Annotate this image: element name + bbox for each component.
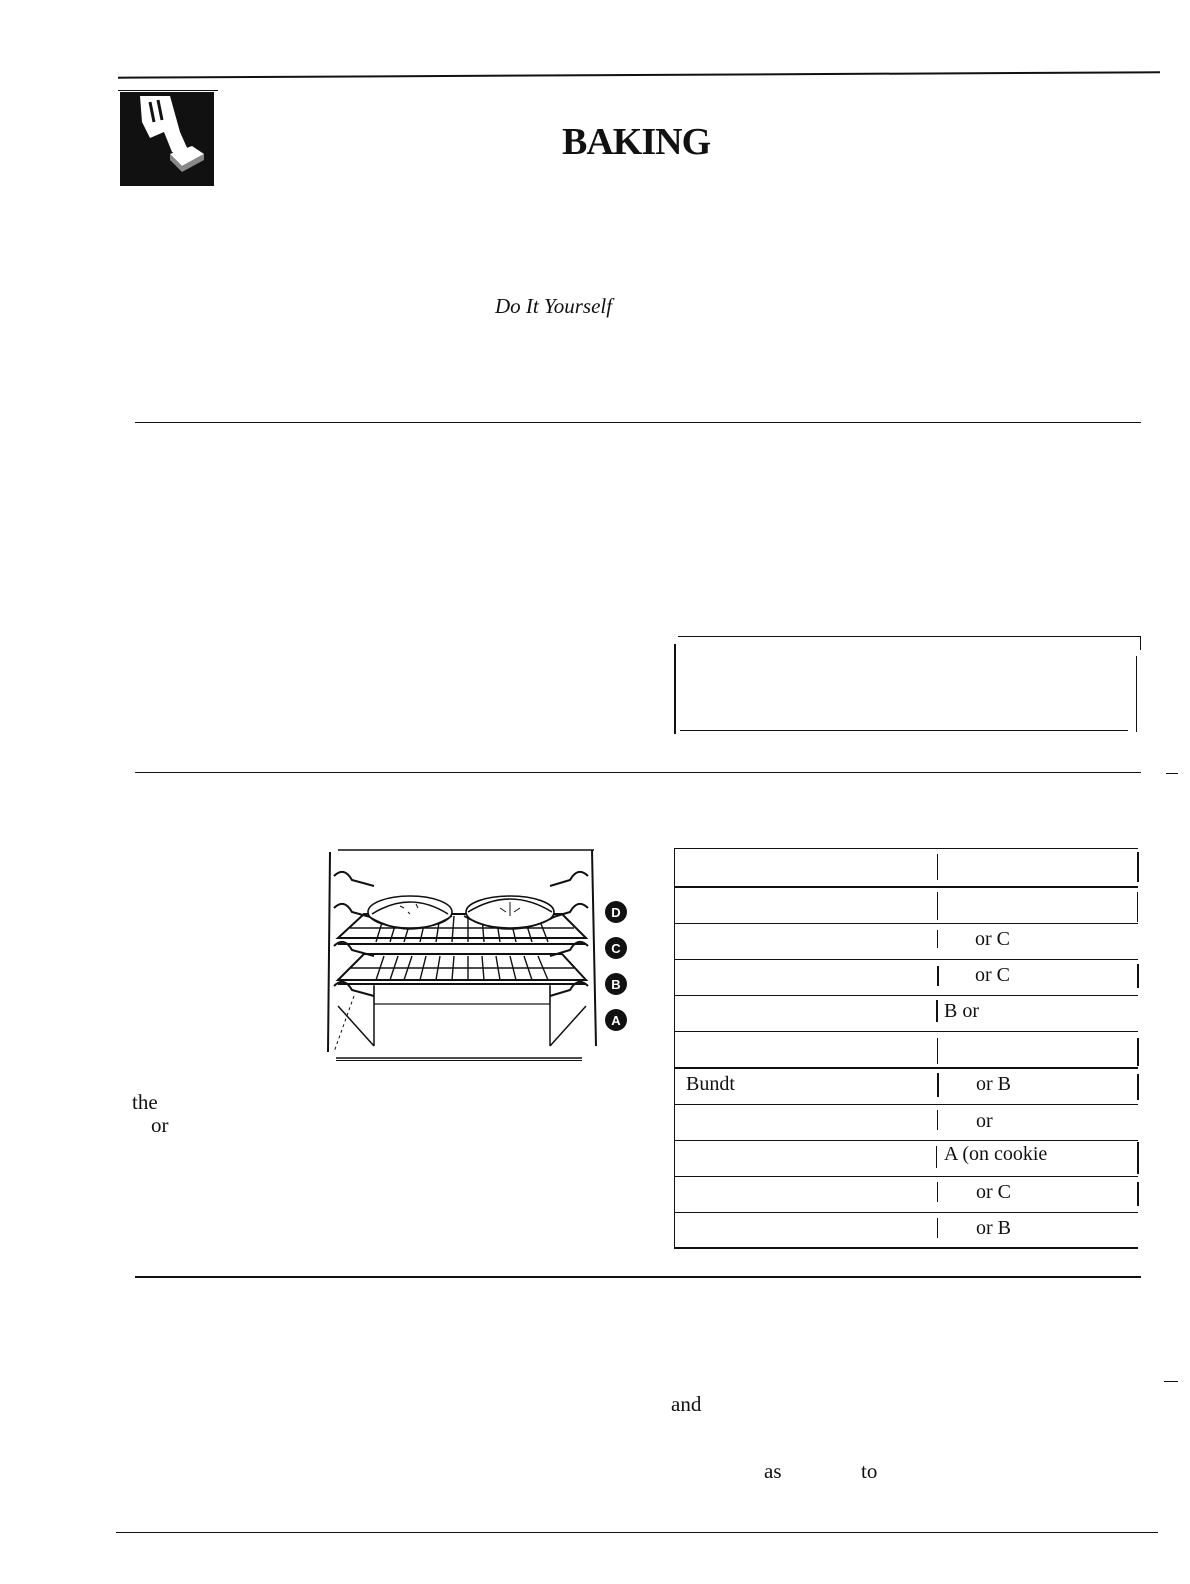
italic-reference: Do It Yourself [495, 294, 613, 318]
table-row-position: or B [976, 1217, 1011, 1239]
table-row-position: or C [975, 964, 1010, 986]
rack-label-a: A [605, 1009, 627, 1031]
edge-mark-2 [1164, 1381, 1178, 1382]
table-row-position: or C [976, 1181, 1011, 1203]
section-divider-2 [135, 772, 1141, 773]
header-rule [118, 90, 218, 91]
text-fragment-the: the [132, 1090, 158, 1114]
table-row-position: B or [944, 1000, 979, 1022]
table-row-food: Bundt [686, 1073, 735, 1095]
section-divider-3 [135, 1276, 1141, 1278]
text-fragment-and: and [671, 1392, 702, 1416]
rack-label-c: C [605, 937, 627, 959]
edge-mark-1 [1166, 773, 1178, 774]
text-fragment-or: or [151, 1113, 169, 1137]
oven-rack-diagram [324, 846, 600, 1062]
diagram-baseline [336, 1060, 582, 1061]
rack-label-d: D [605, 901, 627, 923]
rack-position-table [674, 848, 1142, 1250]
footer-rule [116, 1532, 1158, 1533]
text-fragment-to: to [861, 1459, 878, 1483]
page-title: BAKING [562, 121, 711, 163]
table-row-position: or [976, 1110, 993, 1132]
top-rule [118, 71, 1160, 78]
rack-label-b: B [605, 973, 627, 995]
table-row-position: or B [976, 1073, 1011, 1095]
table-row-position: or C [975, 928, 1010, 950]
section-divider-1 [135, 422, 1141, 423]
table-row-position: A (on cookie [944, 1143, 1048, 1165]
note-box [674, 636, 1141, 734]
text-fragment-as: as [764, 1459, 782, 1483]
hand-pressing-button-icon [120, 92, 214, 186]
